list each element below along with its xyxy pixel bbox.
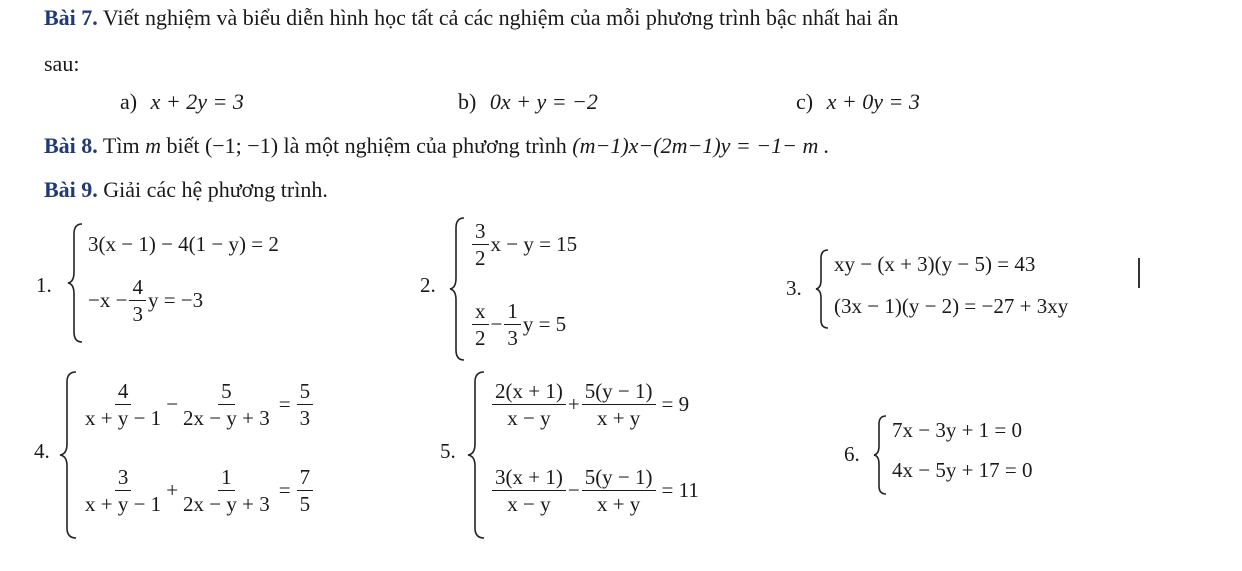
fraction-denominator: x + y − 1	[85, 492, 162, 516]
bai8-label: Bài 8.	[44, 133, 98, 158]
system-1-eq1: 3(x − 1) − 4(1 − y) = 2	[88, 232, 279, 256]
fraction-denominator: x + y	[596, 406, 641, 430]
fraction-denominator: 3	[507, 326, 518, 350]
bai8-point: (−1; −1)	[204, 133, 279, 158]
part-b-equation: 0x + y = −2	[489, 89, 598, 114]
equals-sign: =	[278, 392, 291, 416]
system-5-eq1-fraction-2	[582, 378, 656, 431]
system-6-brace	[872, 414, 890, 496]
fraction-numerator: 7	[297, 464, 314, 491]
operator: +	[166, 478, 179, 502]
system-2-eq2	[470, 298, 566, 351]
system-2-eq1-fraction	[472, 218, 489, 271]
fraction-denominator: x + y − 1	[85, 406, 162, 430]
system-5-eq1	[490, 378, 689, 431]
system-4-number: 4.	[34, 439, 50, 463]
operator: −	[166, 392, 179, 416]
bai8-text1: Tìm	[97, 133, 146, 158]
system-3-brace	[814, 248, 832, 330]
system-3-eq1: xy − (x + 3)(y − 5) = 43	[834, 252, 1036, 276]
system-4-eq2-fraction-1	[82, 464, 164, 517]
system-4-eq2-fraction-2	[180, 464, 273, 517]
part-a-equation: x + 2y = 3	[150, 89, 244, 114]
equals-sign: =	[278, 478, 291, 502]
bai9-heading	[44, 176, 328, 204]
fraction-denominator: x − y	[507, 406, 551, 430]
system-6-eq1: 7x − 3y + 1 = 0	[892, 418, 1023, 442]
bai7-part-c	[796, 88, 920, 116]
system-2-brace	[448, 216, 468, 362]
system-2-number: 2.	[420, 273, 436, 297]
bai8-equation: (m−1)x−(2m−1)y = −1− m .	[572, 133, 830, 158]
system-2-eq2-minus: −	[490, 312, 503, 336]
fraction-denominator: 2	[475, 246, 486, 270]
fraction-numerator: 2(x + 1)	[492, 378, 566, 405]
system-4-brace	[58, 370, 80, 540]
fraction-numerator: x	[472, 298, 489, 325]
system-4-eq1-fraction-2	[180, 378, 273, 431]
system-2-eq1-rest: x − y = 15	[490, 232, 578, 256]
operator: +	[567, 392, 580, 416]
bai8-text3: là một nghiệm của phương trình	[278, 133, 573, 158]
system-1-eq2-b: y = −3	[147, 288, 204, 312]
system-5-brace	[466, 370, 488, 540]
system-5-eq2	[490, 464, 699, 517]
system-3-eq2: (3x − 1)(y − 2) = −27 + 3xy	[834, 294, 1069, 318]
text-cursor	[1138, 258, 1140, 288]
system-1-brace	[66, 222, 86, 344]
fraction-numerator: 3	[472, 218, 489, 245]
system-2-eq2-fraction-2	[504, 298, 521, 351]
system-2-eq2-fraction-1	[472, 298, 489, 351]
system-1-number: 1.	[36, 273, 52, 297]
system-1-eq2	[88, 274, 203, 327]
bai7-part-b	[458, 88, 598, 116]
fraction-denominator: x − y	[507, 492, 551, 516]
system-4-eq1-fraction-rhs	[297, 378, 314, 431]
system-6-number: 6.	[844, 442, 860, 466]
fraction-denominator: x + y	[596, 492, 641, 516]
fraction-numerator: 1	[504, 298, 521, 325]
fraction-denominator: 2x − y + 3	[183, 492, 270, 516]
system-1-eq2-a: −x −	[88, 288, 128, 312]
fraction-denominator: 5	[299, 492, 311, 516]
system-5-eq1-rhs: = 9	[661, 392, 690, 416]
fraction-numerator: 5(y − 1)	[582, 464, 656, 491]
part-a-label: a)	[120, 89, 138, 114]
system-5-eq2-fraction-2	[582, 464, 656, 517]
fraction-denominator: 3	[132, 302, 143, 326]
operator: −	[567, 478, 580, 502]
part-c-equation: x + 0y = 3	[826, 89, 920, 114]
bai7-label: Bài 7.	[44, 5, 98, 30]
fraction-numerator: 5	[297, 378, 314, 405]
fraction-denominator: 2x − y + 3	[183, 406, 270, 430]
fraction-numerator: 1	[218, 464, 235, 491]
system-2-eq1	[470, 218, 577, 271]
system-4-eq1	[80, 378, 315, 431]
fraction-numerator: 4	[115, 378, 132, 405]
system-2-eq2-rest: y = 5	[522, 312, 567, 336]
fraction-numerator: 3	[115, 464, 132, 491]
fraction-denominator: 2	[475, 326, 486, 350]
part-c-label: c)	[796, 89, 814, 114]
bai8-text2: biết	[160, 133, 205, 158]
system-4-eq2	[80, 464, 315, 517]
system-5-eq2-rhs: = 11	[661, 478, 699, 502]
part-b-label: b)	[458, 89, 477, 114]
system-6-eq2: 4x − 5y + 17 = 0	[892, 458, 1033, 482]
fraction-numerator: 5(y − 1)	[582, 378, 656, 405]
system-5-number: 5.	[440, 439, 456, 463]
bai7-heading	[44, 4, 899, 32]
bai9-label: Bài 9.	[44, 177, 98, 202]
bai7-text-line2: sau:	[44, 51, 80, 76]
bai9-text: Giải các hệ phương trình.	[97, 177, 328, 202]
fraction-numerator: 5	[218, 378, 235, 405]
system-5-eq2-fraction-1	[492, 464, 566, 517]
bai7-text: Viết nghiệm và biểu diễn hình học tất cả các nghiệm của mỗi phương trình bậc nhất hai ẩn	[97, 5, 899, 30]
system-1-fraction	[129, 274, 146, 327]
bai7-part-a	[120, 88, 244, 116]
bai8-line	[44, 132, 829, 160]
bai8-var: m	[145, 133, 161, 158]
system-4-eq2-fraction-rhs	[297, 464, 314, 517]
system-5-eq1-fraction-1	[492, 378, 566, 431]
system-3-number: 3.	[786, 276, 802, 300]
fraction-numerator: 4	[129, 274, 146, 301]
fraction-denominator: 3	[299, 406, 311, 430]
system-4-eq1-fraction-1	[82, 378, 164, 431]
fraction-numerator: 3(x + 1)	[492, 464, 566, 491]
